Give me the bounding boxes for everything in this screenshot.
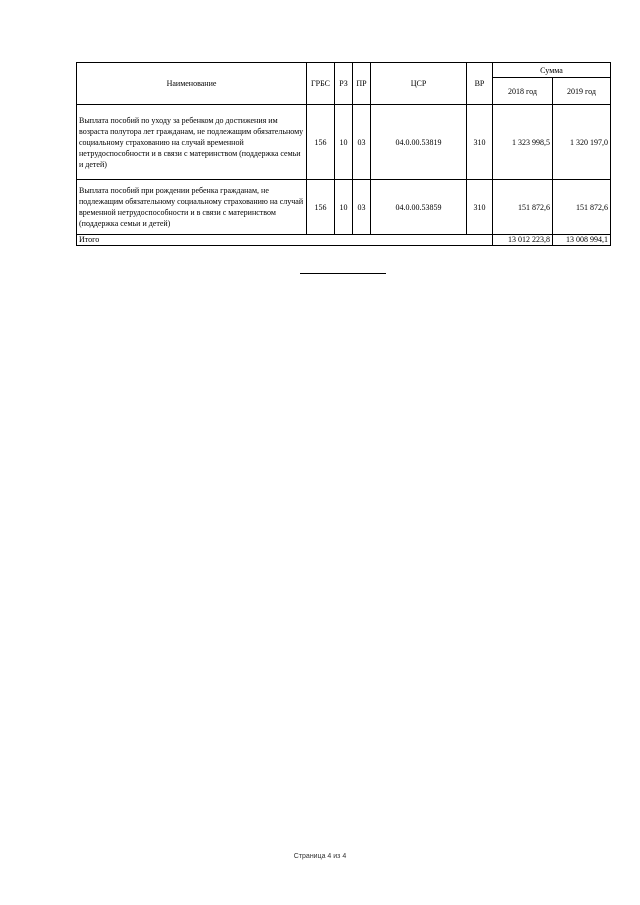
row-sum-2018: 151 872,6 (493, 180, 553, 235)
header-csr: ЦСР (371, 63, 467, 105)
row-vr: 310 (467, 105, 493, 180)
end-divider-line (300, 273, 386, 274)
row-pr: 03 (353, 105, 371, 180)
header-vr: ВР (467, 63, 493, 105)
row-sum-2019: 151 872,6 (553, 180, 611, 235)
table-header-row (77, 63, 611, 78)
row-rz: 10 (335, 105, 353, 180)
row-csr: 04.0.00.53859 (371, 180, 467, 235)
row-name: Выплата пособий по уходу за ребенком до достижения им возраста полутора лет гражданам, не подлежащим обязательному социальному страхованию на случай временной нетрудоспособности и в связи с материнством (поддержка семьи и детей) (77, 105, 307, 180)
page-number-footer: Страница 4 из 4 (293, 853, 347, 860)
row-sum-2018: 1 323 998,5 (493, 105, 553, 180)
header-year-2019: 2019 год (553, 78, 611, 105)
total-row (77, 235, 611, 246)
row-grbs: 156 (307, 180, 335, 235)
budget-table (76, 62, 611, 246)
row-grbs: 156 (307, 105, 335, 180)
total-sum-2018: 13 012 223,8 (493, 235, 553, 246)
total-label: Итого (77, 235, 493, 246)
row-csr: 04.0.00.53819 (371, 105, 467, 180)
header-sum: Сумма (493, 63, 611, 78)
row-rz: 10 (335, 180, 353, 235)
header-year-2018: 2018 год (493, 78, 553, 105)
table-row (77, 105, 611, 180)
header-pr: ПР (353, 63, 371, 105)
row-name: Выплата пособий при рождении ребенка гражданам, не подлежащим обязательному социальному страхованию на случай временной нетрудоспособности и в связи с материнством (поддержка семьи и детей) (77, 180, 307, 235)
row-pr: 03 (353, 180, 371, 235)
table-row (77, 180, 611, 235)
total-sum-2019: 13 008 994,1 (553, 235, 611, 246)
header-grbs: ГРБС (307, 63, 335, 105)
header-rz: РЗ (335, 63, 353, 105)
row-vr: 310 (467, 180, 493, 235)
header-name: Наименование (77, 63, 307, 105)
row-sum-2019: 1 320 197,0 (553, 105, 611, 180)
